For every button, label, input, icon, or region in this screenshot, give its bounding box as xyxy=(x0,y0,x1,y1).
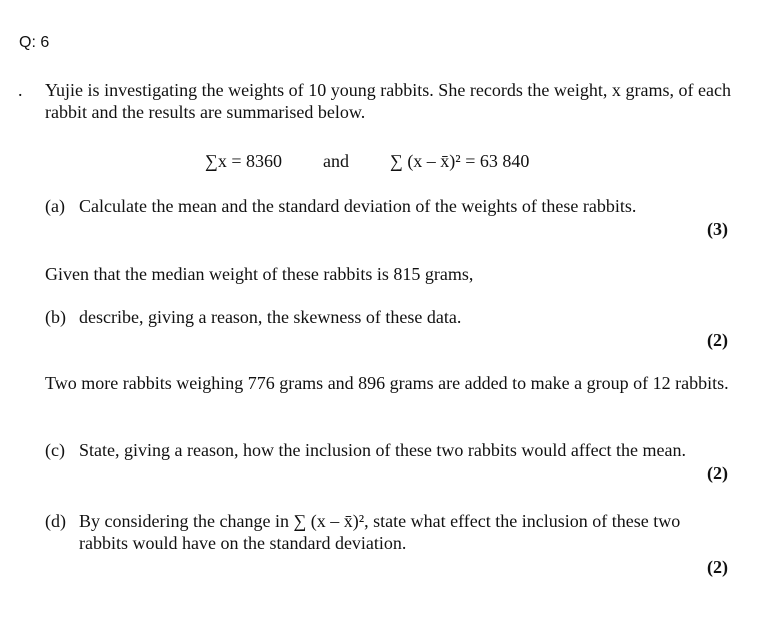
bullet-marker: . xyxy=(18,80,23,100)
part-b-text: describe, giving a reason, the skewness of these data. xyxy=(79,307,462,327)
part-a xyxy=(45,195,731,217)
part-a-text: Calculate the mean and the standard deviation of the weights of these rabbits. xyxy=(79,196,637,216)
part-d-text-line1: By considering the change in ∑ (x – x̄)², state what effect the inclusion of these two xyxy=(79,511,681,531)
part-b xyxy=(45,306,731,328)
given-statement: Given that the median weight of these rabbits is 815 grams, xyxy=(45,264,474,284)
sum-x-formula: ∑x = 8360 xyxy=(205,151,282,171)
question-number: Q: 6 xyxy=(19,34,50,51)
part-d-label: (d) xyxy=(45,511,66,531)
part-d xyxy=(45,510,731,554)
summary-formula xyxy=(205,150,529,172)
part-b-marks: (2) xyxy=(707,330,728,350)
part-c-label: (c) xyxy=(45,440,65,460)
part-c-marks: (2) xyxy=(707,463,728,483)
part-a-label: (a) xyxy=(45,196,65,216)
part-d-marks: (2) xyxy=(707,557,728,577)
part-d-text-line2: rabbits would have on the standard deviation. xyxy=(79,533,407,553)
part-c-text: State, giving a reason, how the inclusion of these two rabbits would affect the mean. xyxy=(79,440,687,460)
extra-rabbits-paragraph: Two more rabbits weighing 776 grams and 896 grams are added to make a group of 12 rabbits. xyxy=(45,373,729,393)
intro-paragraph: Yujie is investigating the weights of 10 young rabbits. She records the weight, x grams, of each rabbit and the results are summarised below. xyxy=(45,80,731,122)
part-a-marks: (3) xyxy=(707,219,728,239)
sum-squares-formula: ∑ (x – x̄)² = 63 840 xyxy=(389,151,530,171)
formula-and: and xyxy=(322,151,349,171)
part-b-label: (b) xyxy=(45,307,66,327)
part-c xyxy=(45,439,731,461)
